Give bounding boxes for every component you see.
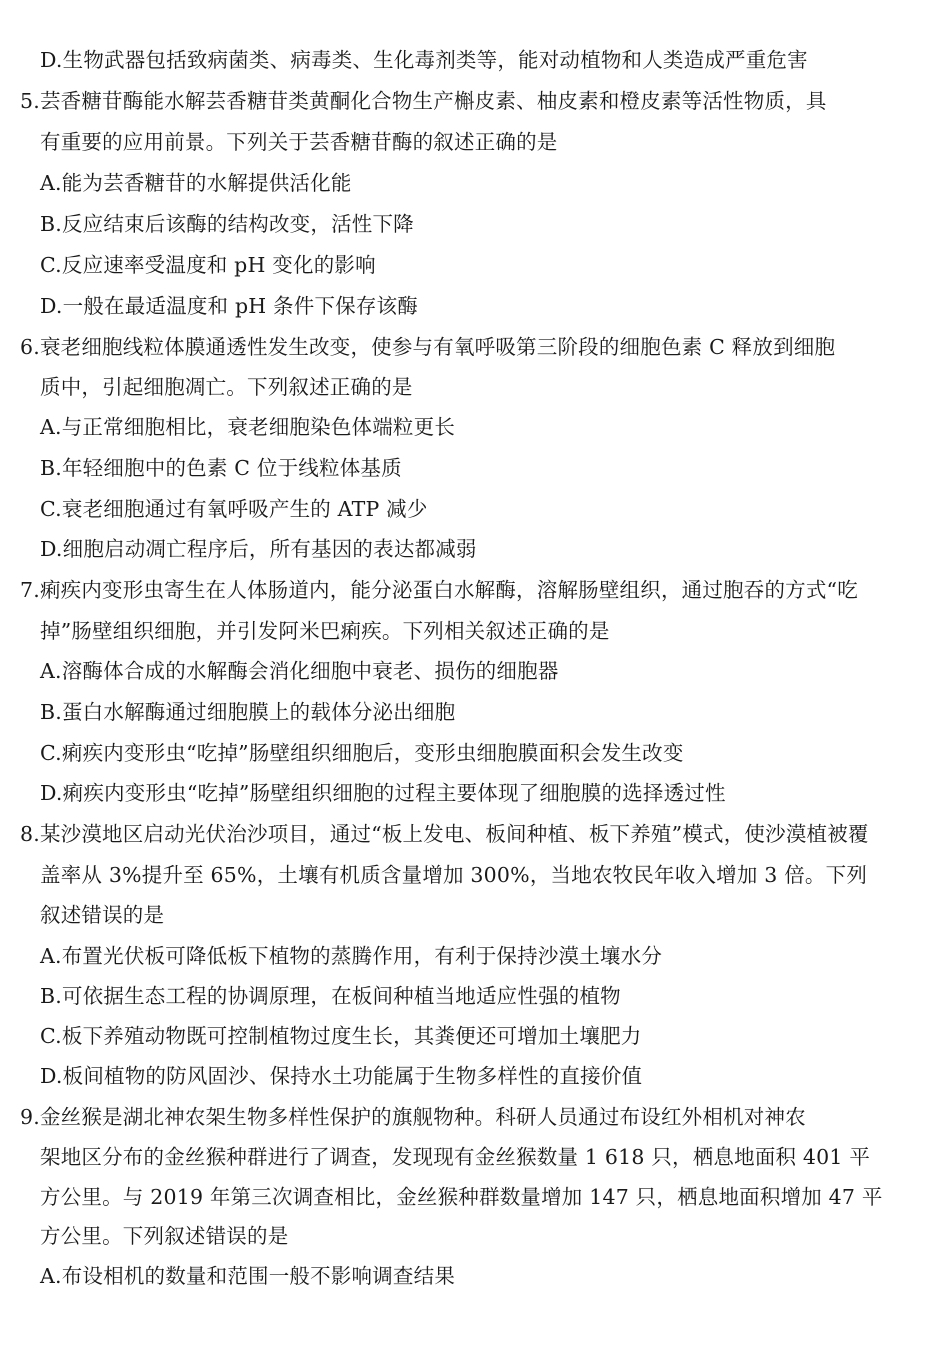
option-8c: C.板下养殖动物既可控制植物过度生长，其粪便还可增加土壤肥力 bbox=[40, 1024, 642, 1048]
option-9a: A.布设相机的数量和范围一般不影响调查结果 bbox=[40, 1264, 456, 1288]
option-6b: B.年轻细胞中的色素 C 位于线粒体基质 bbox=[40, 456, 402, 480]
option-7b: B.蛋白水解酶通过细胞膜上的载体分泌出细胞 bbox=[40, 700, 456, 724]
option-7a: A.溶酶体合成的水解酶会消化细胞中衰老、损伤的细胞器 bbox=[40, 659, 559, 683]
option-8b: B.可依据生态工程的协调原理，在板间种植当地适应性强的植物 bbox=[40, 984, 621, 1008]
option-6a: A.与正常细胞相比，衰老细胞染色体端粒更长 bbox=[40, 415, 456, 439]
question-5-stem: 5.芸香糖苷酶能水解芸香糖苷类黄酮化合物生产槲皮素、柚皮素和橙皮素等活性物质，具 bbox=[20, 89, 827, 113]
question-6-stem: 6.衰老细胞线粒体膜通透性发生改变，使参与有氧呼吸第三阶段的细胞色素 C 释放到细胞 bbox=[20, 335, 836, 359]
option-5c: C.反应速率受温度和 pH 变化的影响 bbox=[40, 253, 376, 277]
question-6-stem-cont: 质中，引起细胞凋亡。下列叙述正确的是 bbox=[40, 375, 413, 399]
option-4d: D.生物武器包括致病菌类、病毒类、生化毒剂类等，能对动植物和人类造成严重危害 bbox=[40, 48, 808, 72]
question-9-stem-cont-3: 方公里。下列叙述错误的是 bbox=[40, 1224, 289, 1248]
question-7-stem: 7.痢疾内变形虫寄生在人体肠道内，能分泌蛋白水解酶，溶解肠壁组织，通过胞吞的方式“吃 bbox=[20, 578, 858, 602]
option-8d: D.板间植物的防风固沙、保持水土功能属于生物多样性的直接价值 bbox=[40, 1064, 643, 1088]
option-6c: C.衰老细胞通过有氧呼吸产生的 ATP 减少 bbox=[40, 497, 428, 521]
option-5b: B.反应结束后该酶的结构改变，活性下降 bbox=[40, 212, 414, 236]
option-7c: C.痢疾内变形虫“吃掉”肠壁组织细胞后，变形虫细胞膜面积会发生改变 bbox=[40, 741, 684, 765]
question-8-stem-cont-2: 叙述错误的是 bbox=[40, 903, 165, 927]
option-7d: D.痢疾内变形虫“吃掉”肠壁组织细胞的过程主要体现了细胞膜的选择透过性 bbox=[40, 781, 726, 805]
question-9-stem-cont-1: 架地区分布的金丝猴种群进行了调查，发现现有金丝猴数量 1 618 只，栖息地面积 401 平 bbox=[40, 1145, 871, 1169]
question-5-stem-cont: 有重要的应用前景。下列关于芸香糖苷酶的叙述正确的是 bbox=[40, 130, 558, 154]
question-9-stem: 9.金丝猴是湖北神农架生物多样性保护的旗舰物种。科研人员通过布设红外相机对神农 bbox=[20, 1105, 806, 1129]
option-5a: A.能为芸香糖苷的水解提供活化能 bbox=[40, 171, 352, 195]
option-5d: D.一般在最适温度和 pH 条件下保存该酶 bbox=[40, 294, 418, 318]
question-8-stem: 8.某沙漠地区启动光伏治沙项目，通过“板上发电、板间种植、板下养殖”模式，使沙漠植被覆 bbox=[20, 822, 869, 846]
option-6d: D.细胞启动凋亡程序后，所有基因的表达都减弱 bbox=[40, 537, 477, 561]
question-8-stem-cont-1: 盖率从 3%提升至 65%，土壤有机质含量增加 300%，当地农牧民年收入增加 3 倍。下列 bbox=[40, 863, 868, 887]
question-9-stem-cont-2: 方公里。与 2019 年第三次调查相比，金丝猴种群数量增加 147 只，栖息地面积增加 47 平 bbox=[40, 1185, 883, 1209]
question-7-stem-cont: 掉”肠壁组织细胞，并引发阿米巴痢疾。下列相关叙述正确的是 bbox=[40, 619, 610, 643]
option-8a: A.布置光伏板可降低板下植物的蒸腾作用，有利于保持沙漠土壤水分 bbox=[40, 944, 663, 968]
